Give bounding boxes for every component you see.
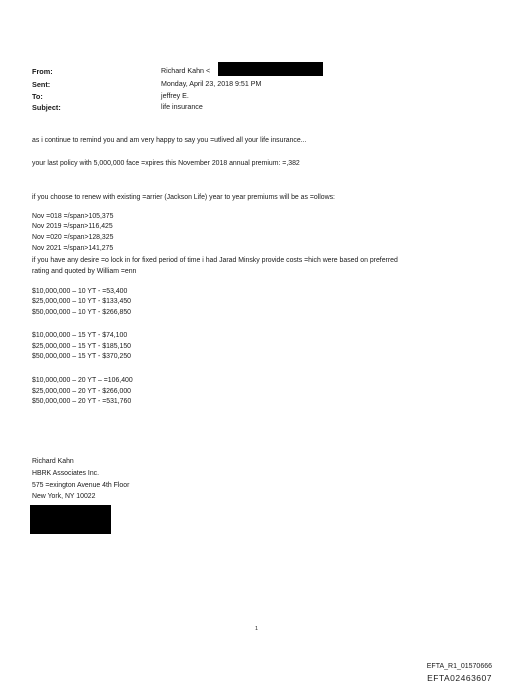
body-last-policy: your last policy with 5,000,000 face =xpires this November 2018 annual premium: =,382 bbox=[32, 160, 300, 167]
quote-line: $50,000,000 – 15 YT - $370,250 bbox=[32, 353, 131, 360]
quote-line: $10,000,000 – 20 YT – =106,400 bbox=[32, 377, 133, 384]
to-label: To: bbox=[32, 92, 43, 101]
subject-value: life insurance bbox=[161, 103, 203, 111]
quote-line: $25,000,000 – 15 YT - $185,150 bbox=[32, 343, 131, 350]
redaction-block-signature bbox=[30, 505, 111, 534]
signature-address: 575 =exington Avenue 4th Floor bbox=[32, 482, 130, 489]
renewal-line: Nov 2021 =/span>141,275 bbox=[32, 245, 114, 252]
page-number: 1 bbox=[255, 626, 259, 632]
renewal-line: Nov =020 =/span>128,325 bbox=[32, 234, 114, 241]
renewal-line: Nov =018 =/span>105,375 bbox=[32, 213, 114, 220]
sent-label: Sent: bbox=[32, 80, 51, 89]
signature-city: New York, NY 10022 bbox=[32, 493, 96, 500]
subject-label: Subject: bbox=[32, 103, 61, 112]
quote-line: $10,000,000 – 10 YT - =53,400 bbox=[32, 288, 128, 295]
quote-line: $50,000,000 – 20 YT - =531,760 bbox=[32, 398, 132, 405]
bates-stamp-large: EFTA02463607 bbox=[427, 673, 492, 683]
signature-company: HBRK Associates Inc. bbox=[32, 470, 100, 477]
body-fixed-intro-line-2: rating and quoted by William =enn bbox=[32, 268, 137, 275]
signature-name: Richard Kahn bbox=[32, 458, 74, 465]
to-value: jeffrey E. bbox=[161, 92, 189, 100]
quote-line: $25,000,000 – 20 YT - $266,000 bbox=[32, 388, 131, 395]
body-intro: as i continue to remind you and am very happy to say you =utlived all your life insurance... bbox=[32, 137, 307, 144]
body-fixed-intro-line-1: if you have any desire =o lock in for fixed period of time i had Jarad Minsky provide costs =hich were based on preferred bbox=[32, 257, 398, 264]
from-value: Richard Kahn < bbox=[161, 67, 211, 75]
quote-line: $10,000,000 – 15 YT - $74,100 bbox=[32, 332, 128, 339]
redaction-block-email bbox=[218, 62, 323, 76]
renewal-line: Nov 2019 =/span>116,425 bbox=[32, 223, 113, 230]
quote-line: $50,000,000 – 10 YT - $266,850 bbox=[32, 309, 131, 316]
sent-value: Monday, April 23, 2018 9:51 PM bbox=[161, 80, 262, 88]
from-label: From: bbox=[32, 67, 53, 76]
body-renew-intro: if you choose to renew with existing =arrier (Jackson Life) year to year premiums will be as =ollows: bbox=[32, 194, 335, 201]
bates-stamp-small: EFTA_R1_01570666 bbox=[426, 663, 492, 670]
quote-line: $25,000,000 – 10 YT - $133,450 bbox=[32, 298, 131, 305]
